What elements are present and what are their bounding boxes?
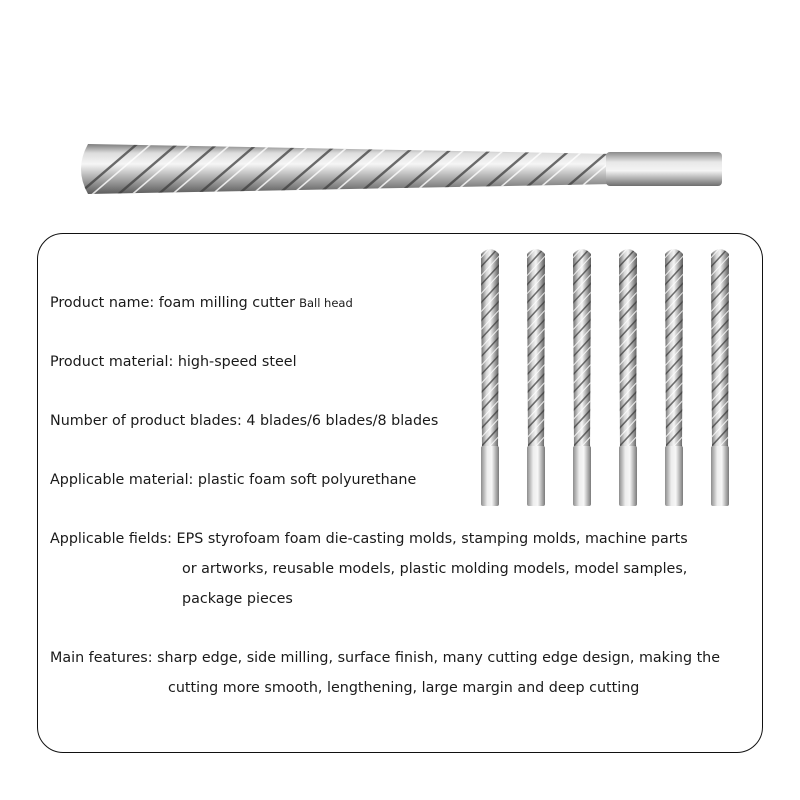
milling-cutter-image — [74, 138, 724, 200]
main-features-line-1: Main features: sharp edge, side milling, surface finish, many cutting edge design, making the — [50, 650, 721, 666]
milling-cutter-vertical — [478, 246, 502, 508]
milling-cutter-vertical — [708, 246, 732, 508]
product-name-note: Ball head — [299, 296, 353, 310]
product-material: Product material: high-speed steel — [50, 354, 297, 370]
milling-cutter-vertical — [616, 246, 640, 508]
main-features-line-2: cutting more smooth, lengthening, large margin and deep cutting — [168, 680, 640, 696]
applicable-fields-line-1: Applicable fields: EPS styrofoam foam die-casting molds, stamping molds, machine parts — [50, 531, 688, 547]
applicable-fields-line-3: package pieces — [182, 591, 293, 607]
product-blades: Number of product blades: 4 blades/6 blades/8 blades — [50, 413, 439, 429]
milling-cutter-vertical — [524, 246, 548, 508]
milling-cutter-vertical — [570, 246, 594, 508]
milling-cutter-vertical — [662, 246, 686, 508]
applicable-fields-line-2: or artworks, reusable models, plastic molding models, model samples, — [182, 561, 688, 577]
product-name-line — [50, 288, 353, 318]
product-name: Product name: foam milling cutter — [50, 295, 296, 311]
applicable-material: Applicable material: plastic foam soft polyurethane — [50, 472, 417, 488]
milling-cutter-set-image — [478, 246, 738, 508]
